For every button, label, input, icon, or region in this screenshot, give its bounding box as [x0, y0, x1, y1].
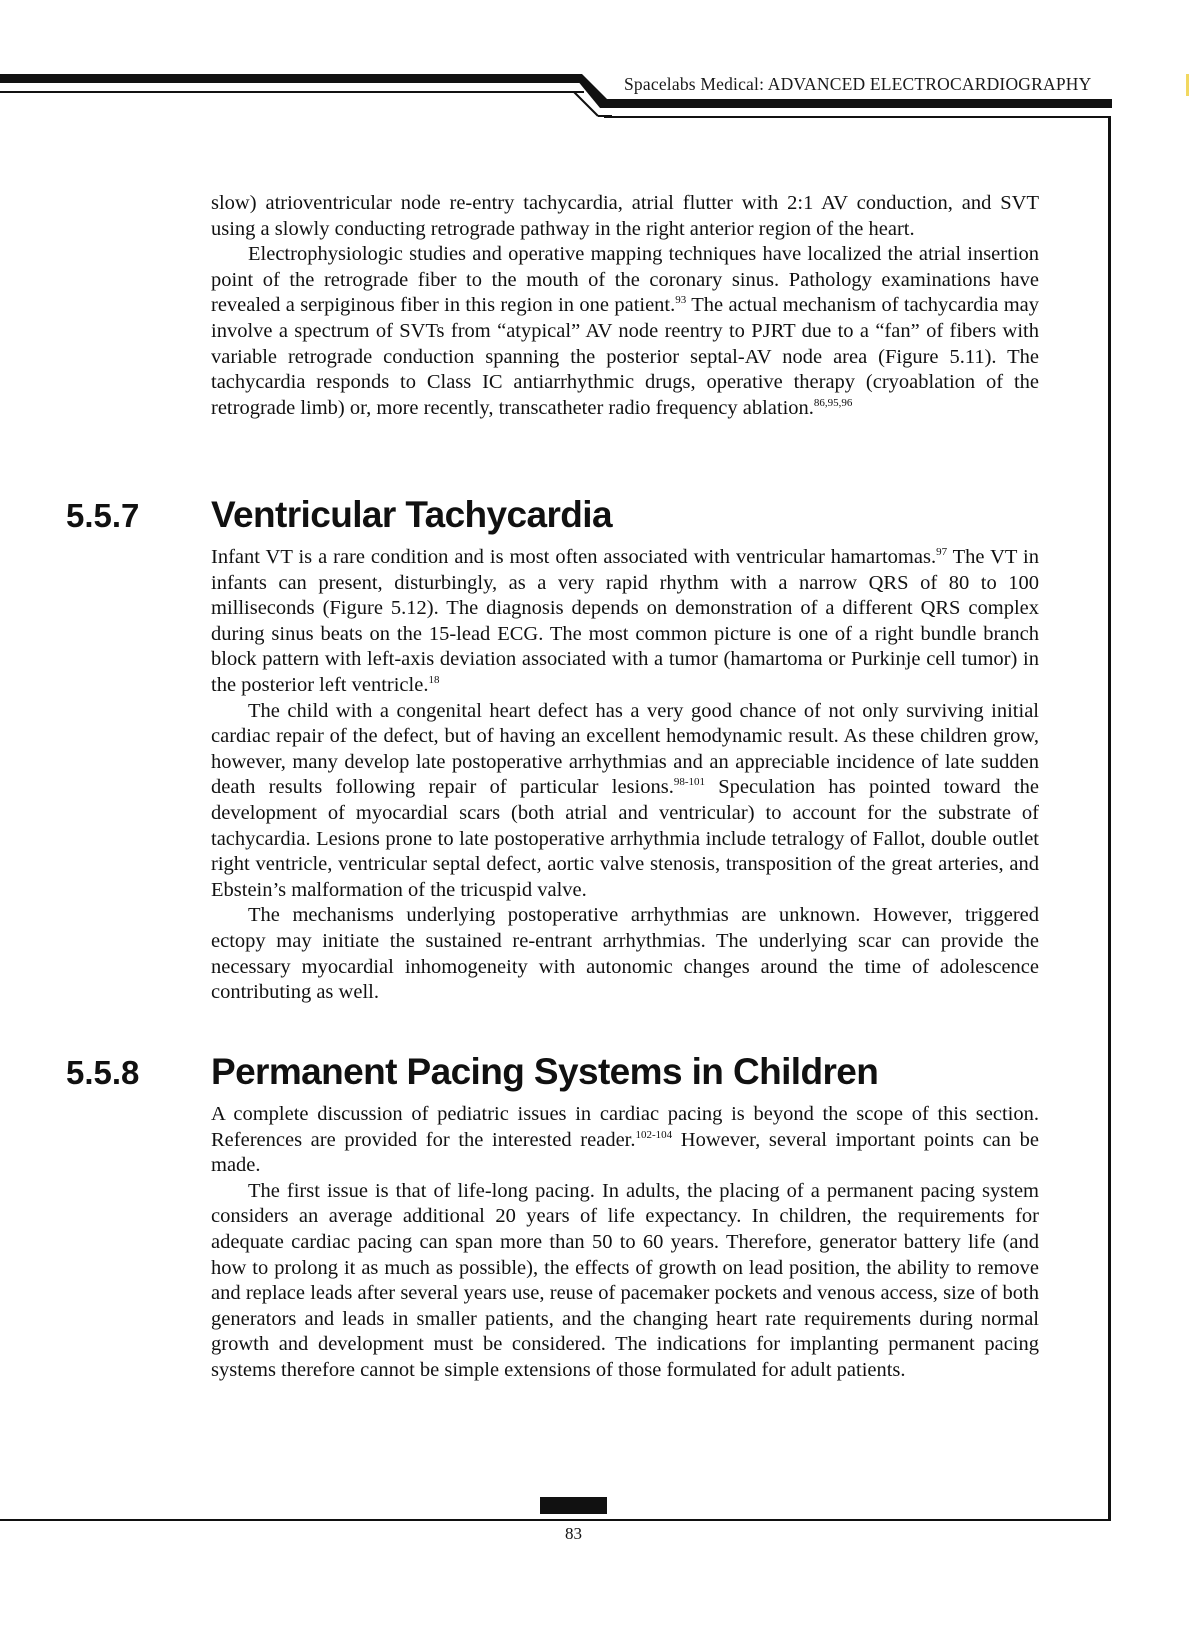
paragraph-text: The child with a congenital heart defect has a very good chance of not only surviving initial cardiac repair of the defect, but of having an excellent hemodynamic result. As these children grow, however, many develop late postoperative arrhythmias and an appreciable incidence of late sudden death results following repair of particular lesions.	[211, 699, 1039, 799]
intro-p2-text-a: Electrophysiologic studies and operative mapping techniques have localized the atrial insertion point of the retrograde fiber to the mouth of the coronary sinus. Pathology examinations have revealed a serpiginous fiber in this region in one patient.	[211, 243, 1039, 317]
section-557-text-block	[211, 545, 1039, 1006]
reference-marker: 102-104	[635, 1128, 673, 1141]
header-rule-right	[604, 99, 1112, 108]
reference-marker: 93	[675, 294, 687, 307]
page-right-rule	[1108, 116, 1111, 1521]
reference-marker: 18	[428, 673, 440, 686]
intro-text-block	[211, 191, 1039, 421]
paragraph-text: A complete discussion of pediatric issues in cardiac pacing is beyond the scope of this section. References are provided for the interested reader.	[211, 1103, 1039, 1151]
section-number: 5.5.7	[66, 497, 140, 534]
paragraph-text: Infant VT is a rare condition and is most often associated with ventricular hamartomas.	[211, 546, 937, 568]
header-thin-rule	[0, 91, 584, 93]
section-558-paragraph-1	[211, 1102, 1039, 1179]
section-558-paragraph-2: The first issue is that of life-long pacing. In adults, the placing of a permanent pacing system considers an average additional 20 years of life expectancy. In children, the requirements for adequate cardiac pacing can span more than 50 to 60 years. Therefore, generator battery life (and how to prolong it as much as possible), the effects of growth on lead position, the ability to remove and replace leads after several years use, reuse of pacemaker pockets and venous access, size of both generators and leads in smaller patients, and the changing heart rate requirements during normal growth and development must be considered. The indications for implanting permanent pacing systems therefore cannot be simple extensions of those formulated for adult patients.	[211, 1179, 1039, 1381]
header-slant-rule	[572, 70, 612, 120]
intro-paragraph-1: slow) atrioventricular node re-entry tachycardia, atrial flutter with 2:1 AV conduction, and SVT using a slowly conducting retrograde pathway in the right anterior region of the heart.	[211, 192, 1039, 240]
section-557-paragraph-2	[211, 699, 1039, 904]
reference-marker: 98-101	[673, 776, 705, 789]
section-number: 5.5.8	[66, 1054, 140, 1091]
header-box-top-rule	[604, 116, 1110, 118]
edge-mark	[1186, 74, 1189, 96]
paragraph-text: The VT in infants can present, disturbingly, as a very rapid rhythm with a narrow QRS of 80 to 100 milliseconds (Figure 5.12). The diagnosis depends on demonstration of a different QRS complex during sinus beats on the 15-lead ECG. The most common picture is one of a right bundle branch block pattern with left-axis deviation associated with a tumor (hamartoma or Purkinje cell tumor) in the posterior left ventricle.	[211, 546, 1039, 696]
page-tab-marker	[540, 1497, 607, 1514]
intro-p2-text-b: The actual mechanism of tachycardia may involve a spectrum of SVTs from “atypical” AV node reentry to PJRT due to a “fan” of fibers with variable retrograde conduction spanning the posterior septal-AV node area (Figure 5.11). The tachycardia responds to Class IC antiarrhythmic drugs, operative therapy (cryoablation of the retrograde limb) or, more recently, transcatheter radio frequency ablation.	[211, 294, 1039, 419]
reference-marker: 86,95,96	[813, 396, 853, 409]
section-558-text-block	[211, 1102, 1039, 1384]
section-title: Permanent Pacing Systems in Children	[211, 1051, 879, 1092]
section-557-paragraph-1	[211, 545, 1039, 699]
running-header: Spacelabs Medical: ADVANCED ELECTROCARDIOGRAPHY	[624, 74, 1092, 94]
section-557-paragraph-3: The mechanisms underlying postoperative arrhythmias are unknown. However, triggered ectopy may initiate the sustained re-entrant arrhythmias. The underlying scar can provide the necessary myocardial inhomogeneity with autonomic changes around the time of adolescence contributing as well.	[211, 904, 1039, 1004]
section-title: Ventricular Tachycardia	[211, 494, 612, 535]
reference-marker: 97	[936, 546, 948, 558]
page-bottom-rule	[0, 1519, 1111, 1521]
intro-paragraph-2	[211, 242, 1039, 421]
paragraph-text: However, several important points can be made.	[211, 1128, 1039, 1177]
page-number: 83	[565, 1524, 582, 1543]
paragraph-text: Speculation has pointed toward the development of myocardial scars (both atrial and ventricular) to account for the substrate of tachycardia. Lesions prone to late postoperative arrhythmia include tetralogy of Fallot, double outlet right ventricle, ventricular septal defect, aortic valve stenosis, transposition of the great arteries, and Ebstein’s malformation of the tricuspid valve.	[211, 776, 1039, 901]
header-rule-left	[0, 74, 582, 83]
